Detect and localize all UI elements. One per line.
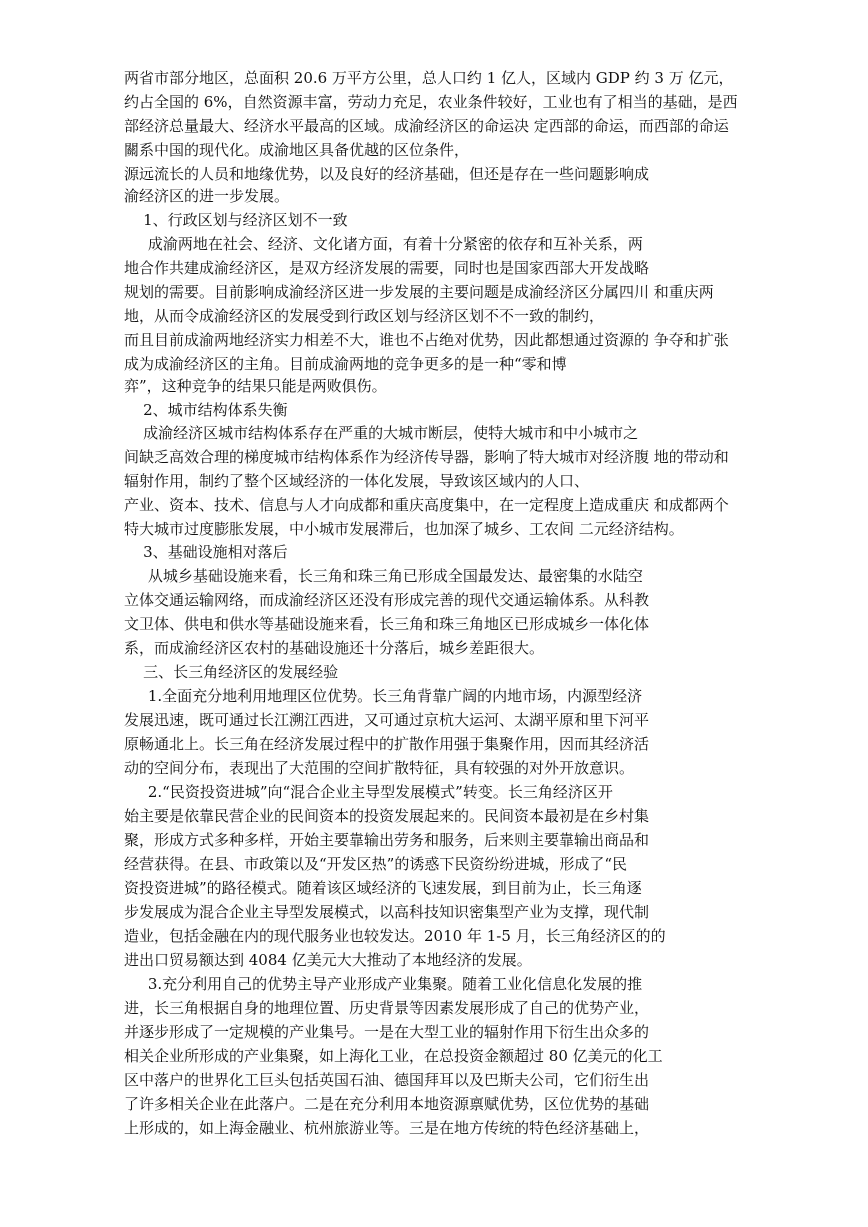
- text-line: 原畅通北上。长三角在经济发展过程中的扩散作用强于集聚作用，因而其经济活: [124, 735, 650, 753]
- text-line: 规划的需要。目前影响成渝经济区进一步发展的主要问题是成渝经济区分属四川 和重庆两: [124, 283, 714, 301]
- text-line: 3.充分利用自己的优势主导产业形成产业集聚。随着工业化信息化发展的推: [124, 975, 643, 993]
- text-line: 相关企业所形成的产业集聚，如上海化工业，在总投资金额超过 80 亿美元的化工: [124, 1047, 663, 1065]
- text-line: 产业、资本、技术、信息与人才向成都和重庆高度集中，在一定程度上造成重庆 和成都两个: [124, 496, 729, 514]
- text-line: 關系中国的现代化。成渝地区具备优越的区位条件，: [124, 141, 470, 159]
- text-line: 成为成渝经济区的主角。目前成渝两地的竞争更多的是一种“零和博: [124, 355, 567, 373]
- text-line: 特大城市过度膨胀发展，中小城市发展滞后，也加深了城乡、工农间 二元经济结构。: [124, 520, 684, 538]
- text-line: 从城乡基础设施来看，长三角和珠三角已形成全国最发达、最密集的水陆空: [124, 567, 643, 585]
- section-heading: 1、行政区划与经济区划不一致: [124, 211, 348, 229]
- text-line: 进，长三角根据自身的地理位置、历史背景等因素发展形成了自己的优势产业，: [124, 999, 650, 1017]
- text-line: 资投资进城”的路径模式。随着该区域经济的飞速发展，到目前为止，长三角逐: [124, 879, 642, 897]
- text-line: 成渝经济区城市结构体系存在严重的大城市断层，使特大城市和中小城市之: [124, 424, 639, 442]
- text-line: 成渝两地在社会、经济、文化诸方面，有着十分紧密的依存和互补关系，两: [124, 235, 643, 253]
- text-line: 发展迅速，既可通过长江溯江西进，又可通过京杭大运河、太湖平原和里下河平: [124, 711, 650, 729]
- text-line: 1.全面充分地利用地理区位优势。长三角背靠广阔的内地市场，内源型经济: [124, 687, 643, 705]
- text-line: 部经济总量最大、经济水平最高的区域。成渝经济区的命运决 定西部的命运，而西部的命运: [124, 117, 729, 135]
- text-line: 区中落户的世界化工巨头包括英国石油、德国拜耳以及巴斯夫公司，它们衍生出: [124, 1071, 650, 1089]
- section-heading: 2、城市结构体系失衡: [124, 401, 288, 419]
- text-line: 立体交通运输网络，而成渝经济区还没有形成完善的现代交通运输体系。从科教: [124, 591, 650, 609]
- text-line: 约占全国的 6%，自然资源丰富，劳动力充足，农业条件较好，工业也有了相当的基础，是西: [124, 93, 738, 111]
- text-line: 辐射作用，制约了整个区域经济的一体化发展，导致该区域内的人口、: [124, 472, 590, 490]
- text-line: 两省市部分地区，总面积 20.6 万平方公里，总人口约 1 亿人，区域内 GDP 约 3 万 亿元，: [124, 69, 734, 87]
- section-heading: 3、基础设施相对落后: [124, 543, 288, 561]
- text-line: 源远流长的人员和地缘优势，以及良好的经济基础，但还是存在一些问题影响成: [124, 165, 650, 183]
- text-line: 动的空间分布，表现出了大范围的空间扩散特征，具有较强的对外开放意识。: [124, 759, 635, 777]
- text-line: 弈”，这种竞争的结果只能是两败俱伤。: [124, 377, 387, 395]
- text-line: 系，而成渝经济区农村的基础设施还十分落后，城乡差距很大。: [124, 639, 545, 657]
- text-line: 而且目前成渝两地经济实力相差不大，谁也不占绝对优势，因此都想通过资源的 争夺和扩张: [124, 331, 729, 349]
- text-line: 经营获得。在县、市政策以及“开发区热”的诱惑下民资纷纷进城，形成了“民: [124, 855, 628, 873]
- text-line: 文卫体、供电和供水等基础设施来看，长三角和珠三角地区已形成城乡一体化体: [124, 615, 650, 633]
- text-line: 步发展成为混合企业主导型发展模式，以高科技知识密集型产业为支撑，现代制: [124, 903, 650, 921]
- text-line: 了许多相关企业在此落户。二是在充分利用本地资源禀赋优势，区位优势的基础: [124, 1095, 650, 1113]
- text-line: 进出口贸易额达到 4084 亿美元大大推动了本地经济的发展。: [124, 951, 532, 969]
- text-line: 造业，包括金融在内的现代服务业也较发达。2010 年 1-5 月，长三角经济区的的: [124, 927, 666, 945]
- text-line: 渝经济区的进一步发展。: [124, 187, 290, 205]
- text-line: 并逐步形成了一定规模的产业集号。一是在大型工业的辐射作用下衍生出众多的: [124, 1023, 650, 1041]
- section-heading: 三、长三角经济区的发展经验: [124, 663, 339, 681]
- text-line: 2.“民资投资进城”向“混合企业主导型发展模式”转变。长三角经济区开: [124, 783, 613, 801]
- text-line: 地合作共建成渝经济区，是双方经济发展的需要，同时也是国家西部大开发战略: [124, 259, 650, 277]
- text-line: 间缺乏高效合理的梯度城市结构体系作为经济传导器，影响了特大城市对经济腹 地的带动和: [124, 448, 729, 466]
- text-line: 地，从而令成渝经济区的发展受到行政区划与经济区划不不一致的制约，: [124, 307, 605, 325]
- text-line: 始主要是依靠民营企业的民间资本的投资发展起来的。民间资本最初是在乡村集: [124, 807, 650, 825]
- text-line: 聚，形成方式多种多样，开始主要靠输出劳务和服务，后来则主要靠输出商品和: [124, 831, 650, 849]
- text-line: 上形成的，如上海金融业、杭州旅游业等。三是在地方传统的特色经济基础上，: [124, 1119, 650, 1137]
